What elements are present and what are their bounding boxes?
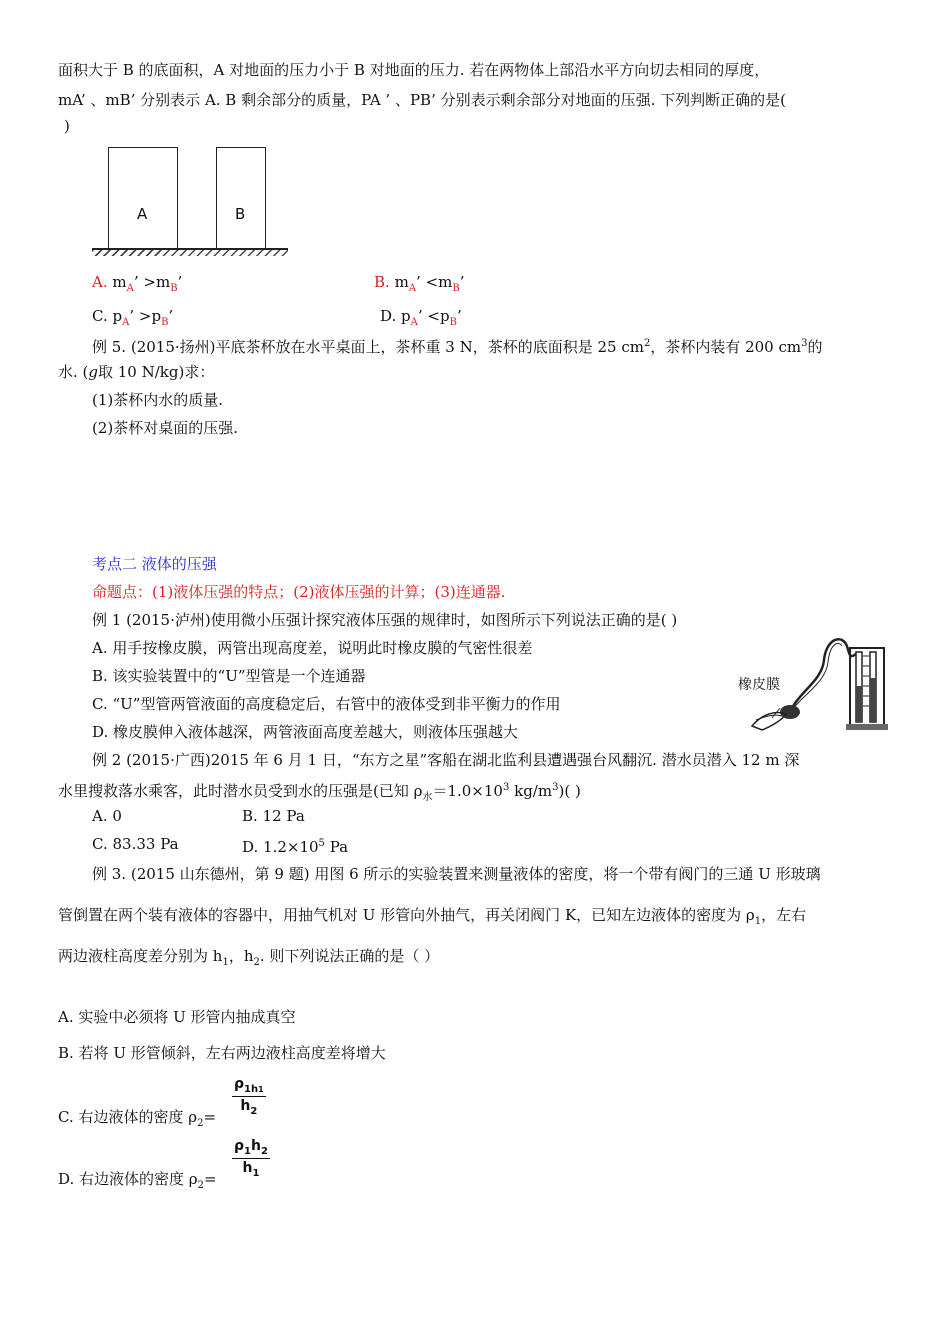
ex3-line2: 管倒置在两个装有液体的容器中，用抽气机对 U 形管向外抽气，再关闭阀门 K，已知左边液体的密度为 $\rho_1$，左右 bbox=[58, 906, 807, 927]
membrane-label: 橡皮膜 bbox=[738, 677, 780, 693]
ex3-line1: 例 3. (2015 山东德州，第 9 题) 用图 6 所示的实验装置来测量液体的密度，将一个带有阀门的三通 U 形玻璃 bbox=[92, 865, 821, 883]
ex1-option-d[interactable]: D. 橡皮膜伸入液体越深，两管液面高度差越大，则液体压强越大 bbox=[92, 723, 519, 741]
ex1-stem: 例 1 (2015·泸州)使用微小压强计探究液体压强的规律时，如图所示下列说法正确的是( ) bbox=[92, 611, 678, 629]
block-a-label: A bbox=[137, 205, 148, 223]
ex2-line2: 水里搜救落水乘客，此时潜水员受到水的压强是(已知 $\rho_水=1.0\times 10^3$ $kg/m^3$)( ) bbox=[58, 782, 581, 803]
ex2-line1: 例 2 (2015·广西)2015 年 6 月 1 日，“东方之星”客船在湖北监利县遭遇强台风翻沉. 潜水员潜入 12 m 深 bbox=[92, 751, 800, 769]
blocks-figure bbox=[92, 145, 288, 257]
ex2-option-c[interactable]: C. 83.33 Pa bbox=[92, 835, 179, 853]
q4-line2: mA’ 、mB’ 分别表示 A. B 剩余部分的质量，PA ’ 、PB’ 分别表示剩余部分对地面的压强. 下列判断正确的是( bbox=[58, 91, 786, 109]
option-c[interactable]: C. $p_A$’ $>p_B$’ bbox=[92, 307, 174, 328]
option-a[interactable]: A. $m_A$’ $>m_B$’ bbox=[92, 273, 183, 294]
ex1-option-a[interactable]: A. 用手按橡皮膜，两管出现高度差，说明此时橡皮膜的气密性很差 bbox=[92, 639, 533, 657]
ex2-option-b[interactable]: B. 12 Pa bbox=[242, 807, 305, 825]
block-b bbox=[216, 147, 266, 249]
ex3-option-d[interactable]: D. 右边液体的密度 $\rho_2=$ bbox=[58, 1170, 217, 1191]
section-topics: 命题点：(1)液体压强的特点；(2)液体压强的计算；(3)连通器. bbox=[92, 583, 506, 601]
ex5-q2: (2)茶杯对桌面的压强. bbox=[92, 419, 239, 437]
ex2-option-d[interactable]: D. $1.2\times 10^5$ Pa bbox=[242, 838, 349, 856]
option-b[interactable]: B. $m_A$’ $<m_B$’ bbox=[374, 273, 465, 294]
ex5-q1: (1)茶杯内水的质量. bbox=[92, 391, 224, 409]
ground-hatch bbox=[92, 250, 288, 256]
option-d-fraction: $\rho_1h_2$ $h_1$ bbox=[234, 1138, 268, 1179]
ex2-option-a[interactable]: A. 0 bbox=[92, 807, 122, 825]
option-c-fraction: $\rho_{1h1}$ $h_2$ bbox=[234, 1076, 264, 1117]
pressure-gauge-figure bbox=[732, 630, 892, 734]
block-b-label: B bbox=[235, 205, 246, 223]
ex3-option-b[interactable]: B. 若将 U 形管倾斜，左右两边液柱高度差将增大 bbox=[58, 1044, 386, 1062]
q4-line1: 面积大于 B 的底面积，A 对地面的压力小于 B 对地面的压力. 若在两物体上部沿水平方向切去相同的厚度， bbox=[58, 61, 770, 79]
section-heading: 考点二 液体的压强 bbox=[92, 555, 217, 573]
ex1-option-c[interactable]: C. “U”型管两管液面的高度稳定后，右管中的液体受到非平衡力的作用 bbox=[92, 695, 561, 713]
q4-line3: ) bbox=[64, 117, 70, 135]
ex5-line1: 例 5. (2015·扬州)平底茶杯放在水平桌面上，茶杯重 3 N，茶杯的底面积是 25 $cm^2$，茶杯内装有 200 $cm^3$的 bbox=[92, 338, 823, 356]
block-a bbox=[108, 147, 178, 249]
ex3-option-c[interactable]: C. 右边液体的密度 $\rho_2=$ bbox=[58, 1108, 217, 1129]
ex1-option-b[interactable]: B. 该实验装置中的“U”型管是一个连通器 bbox=[92, 667, 366, 685]
ex5-line2: 水. (g取 10 N/kg)求： bbox=[58, 363, 215, 381]
option-d[interactable]: D. $p_A$’ $<p_B$’ bbox=[380, 307, 462, 328]
ex3-line3: 两边液柱高度差分别为 $h_1$，$h_2$. 则下列说法正确的是（ ） bbox=[58, 947, 440, 968]
ex3-option-a[interactable]: A. 实验中必须将 U 形管内抽成真空 bbox=[58, 1008, 296, 1026]
